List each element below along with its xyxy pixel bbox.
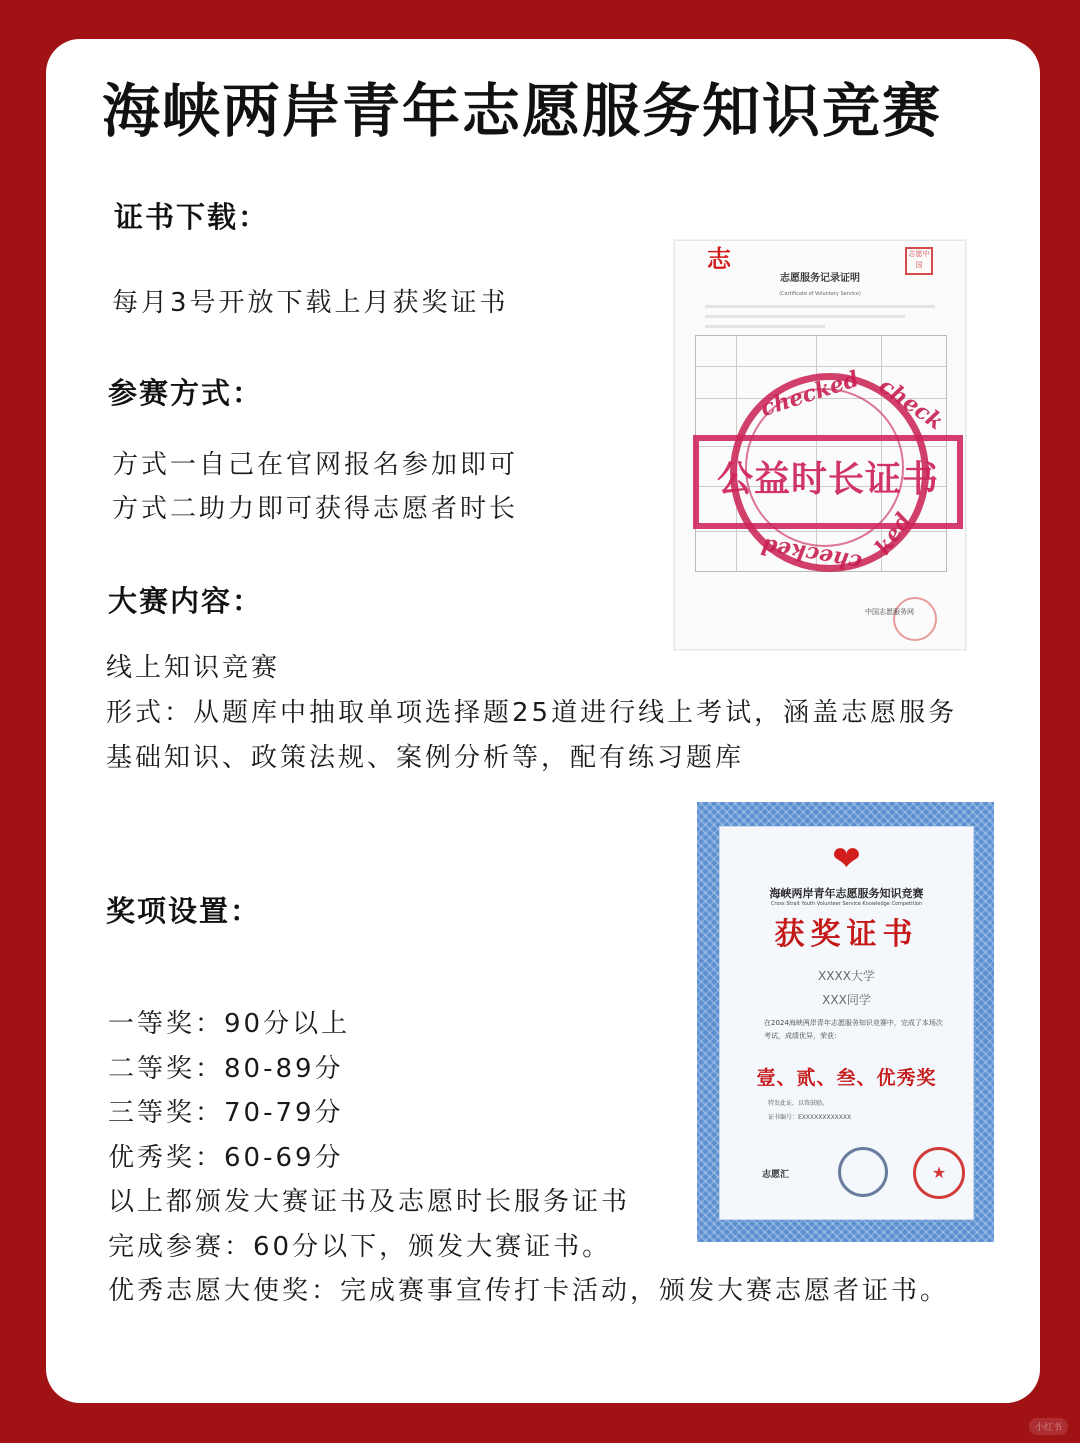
award-note-line: 证书编号：EXXXXXXXXXXXX: [768, 1114, 852, 1121]
stamp-word-top: checked: [757, 365, 862, 423]
download-heading: 证书下载：: [114, 200, 270, 234]
text-line: [705, 305, 935, 308]
award-note: [768, 1097, 851, 1125]
text-line: [705, 325, 825, 328]
stamp-word-right: check: [874, 372, 948, 436]
certificate-doc-title: 志愿服务记录证明: [780, 273, 860, 284]
volunteer-logo-icon: 志: [707, 245, 731, 273]
content-list: [106, 646, 957, 781]
award-competition-name: 海峡两岸青年志愿服务知识竞赛: [769, 887, 924, 900]
award-school: XXXX大学: [818, 969, 875, 983]
award-line: 一等奖：90分以上: [108, 1009, 351, 1039]
award-line: 完成参赛：60分以下，颁发大赛证书。: [108, 1231, 612, 1262]
page-title: 海峡两岸青年志愿服务知识竞赛: [102, 77, 943, 145]
overlay-label: 公益时长证书: [716, 459, 939, 500]
participation-heading: 参赛方式：: [108, 376, 264, 410]
award-line: 优秀奖：60-69分: [108, 1142, 344, 1173]
content-heading: 大赛内容：: [108, 584, 264, 618]
issuer-name: 中国志愿服务网: [865, 608, 914, 616]
heart-logo-icon: ❤: [832, 839, 861, 879]
award-note-line: 特发此证，以资鼓励。: [768, 1100, 829, 1107]
stamp-word-bottom: checked: [759, 532, 864, 576]
brand-label: 志愿汇: [762, 1170, 790, 1180]
award-certificate-inner: [719, 826, 974, 1220]
awards-heading: 奖项设置：: [106, 894, 262, 928]
award-competition-en: Cross Strait Youth Volunteer Service Knowledge Competition: [770, 901, 923, 907]
text-line: [705, 315, 905, 318]
award-description: 在2024海峡两岸青年志愿服务知识竞赛中，完成了本场次考试，成绩优异，荣获：: [764, 1019, 943, 1040]
award-student: XXX同学: [822, 993, 871, 1007]
stamp-word-bottom-right: ked: [869, 508, 917, 560]
seal-icon: 志愿中国: [905, 247, 933, 275]
volunteer-hours-certificate: [674, 240, 966, 650]
education-seal-icon: [838, 1147, 888, 1197]
award-prize: 壹、贰、叁、优秀奖: [756, 1067, 937, 1089]
award-line: 三等奖：70-79分: [108, 1098, 344, 1128]
content-line: 基础知识、政策法规、案例分析等，配有练习题库: [106, 743, 745, 773]
red-seal-icon: ★: [913, 1147, 965, 1199]
award-line: 以上都颁发大赛证书及志愿时长服务证书: [108, 1187, 631, 1217]
award-line: 二等奖：80-89分: [108, 1053, 344, 1084]
certificate-doc-subtitle: (Certificate of Voluntary Service): [779, 291, 861, 297]
participation-line: 方式一自己在官网报名参加即可: [112, 450, 519, 480]
watermark: 小红书: [1029, 1418, 1068, 1435]
award-certificate: [697, 802, 994, 1242]
award-title: 获奖证书: [774, 917, 919, 952]
content-line: 形式：从题库中抽取单项选择题25道进行线上考试，涵盖志愿服务: [106, 698, 958, 728]
participation-line: 方式二助力即可获得志愿者时长: [112, 494, 519, 524]
issuer-seal-icon: [893, 597, 937, 641]
participation-list: [112, 443, 518, 531]
award-line: 优秀志愿大使奖：完成赛事宣传打卡活动，颁发大赛志愿者证书。: [108, 1276, 950, 1306]
download-text: 每月3号开放下载上月获奖证书: [112, 288, 509, 318]
content-line: 线上知识竞赛: [106, 653, 281, 683]
content-card: [46, 39, 1040, 1403]
